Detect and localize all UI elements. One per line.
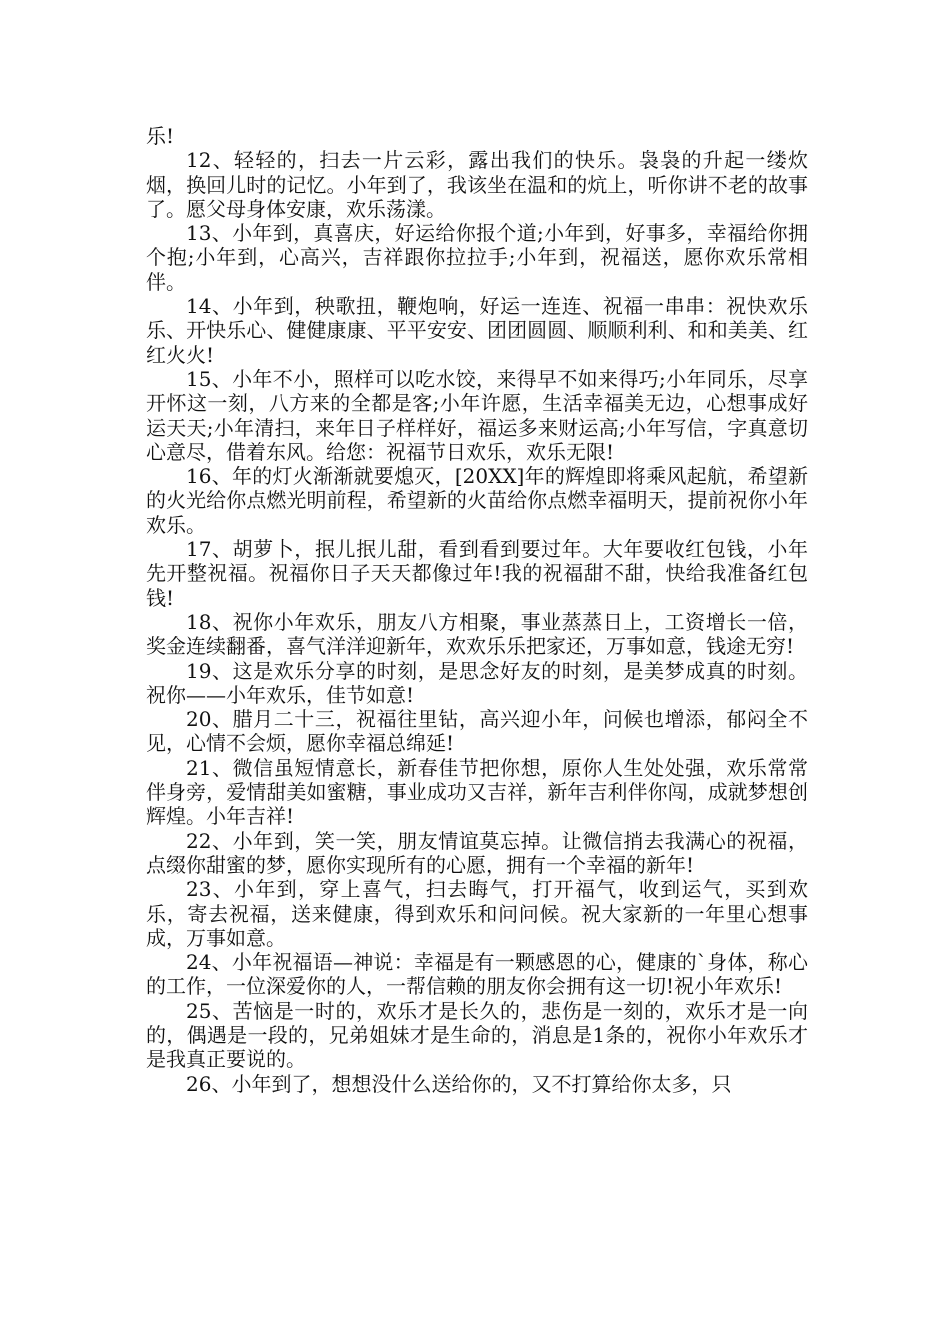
- paragraph-item-16: 16、年的灯火渐渐就要熄灭，[20XX]年的辉煌即将乘风起航，希望新的火光给你点燃光明前程，希望新的火苗给你点燃幸福明天，提前祝你小年欢乐。: [146, 464, 808, 537]
- document-page: [146, 124, 808, 1096]
- paragraph-item-19: 19、这是欢乐分享的时刻，是思念好友的时刻，是美梦成真的时刻。祝你——小年欢乐，佳节如意!: [146, 658, 808, 707]
- paragraph-item-22: 22、小年到，笑一笑，朋友情谊莫忘掉。让微信捎去我满心的祝福，点缀你甜蜜的梦，愿你实现所有的心愿，拥有一个幸福的新年!: [146, 828, 808, 877]
- paragraph-item-13: 13、小年到，真喜庆，好运给你报个道;小年到，好事多，幸福给你拥个抱;小年到，心高兴，吉祥跟你拉拉手;小年到，祝福送，愿你欢乐常相伴。: [146, 221, 808, 294]
- paragraph-item-23: 23、小年到，穿上喜气，扫去晦气，打开福气，收到运气，买到欢乐，寄去祝福，送来健康，得到欢乐和问问候。祝大家新的一年里心想事成，万事如意。: [146, 877, 808, 950]
- paragraph-continued: 乐!: [146, 124, 175, 148]
- paragraph-item-18: 18、祝你小年欢乐，朋友八方相聚，事业蒸蒸日上，工资增长一倍，奖金连续翻番，喜气洋洋迎新年，欢欢乐乐把家还，万事如意，钱途无穷!: [146, 609, 808, 659]
- paragraph-item-21: 21、微信虽短情意长，新春佳节把你想，原你人生处处强，欢乐常常伴身旁，爱情甜美如蜜糖，事业成功又吉祥，新年吉利伴你闯，成就梦想创辉煌。小年吉祥!: [146, 755, 808, 829]
- paragraph-item-12: 12、轻轻的，扫去一片云彩，露出我们的快乐。袅袅的升起一缕炊烟，换回儿时的记忆。小年到了，我该坐在温和的炕上，听你讲不老的故事了。愿父母身体安康，欢乐荡漾。: [146, 148, 808, 221]
- paragraph-item-25: 25、苦恼是一时的，欢乐才是长久的，悲伤是一刻的，欢乐才是一向的，偶遇是一段的，兄弟姐妹才是生命的，消息是1条的，祝你小年欢乐才是我真正要说的。: [146, 998, 808, 1072]
- paragraph-item-26: 26、小年到了，想想没什么送给你的，又不打算给你太多，只: [186, 1071, 732, 1096]
- paragraph-item-24: 24、小年祝福语—神说：幸福是有一颗感恩的心，健康的`身体，称心的工作，一位深爱你的人，一帮信赖的朋友你会拥有这一切!祝小年欢乐!: [146, 950, 808, 999]
- paragraph-item-20: 20、腊月二十三，祝福往里钻，高兴迎小年，问候也增添，郁闷全不见，心情不会烦，愿你幸福总绵延!: [146, 707, 808, 756]
- paragraph-item-17: 17、胡萝卜，抿儿抿儿甜，看到看到要过年。大年要收红包钱，小年先开整祝福。祝福你日子天天都像过年!我的祝福甜不甜，快给我准备红包钱!: [146, 537, 808, 610]
- paragraph-item-14: 14、小年到，秧歌扭，鞭炮响，好运一连连、祝福一串串：祝快欢乐乐、开快乐心、健健康康、平平安安、团团圆圆、顺顺利利、和和美美、红红火火!: [146, 294, 808, 367]
- paragraph-item-15: 15、小年不小，照样可以吃水饺，来得早不如来得巧;小年同乐，尽享开怀这一刻，八方来的全都是客;小年许愿，生活幸福美无边，心想事成好运天天;小年清扫，来年日子样样好，福运多来财运高;小年写信，字真意切心意尽，借着东风。给您：祝福节日欢乐，欢乐无限!: [146, 366, 808, 464]
